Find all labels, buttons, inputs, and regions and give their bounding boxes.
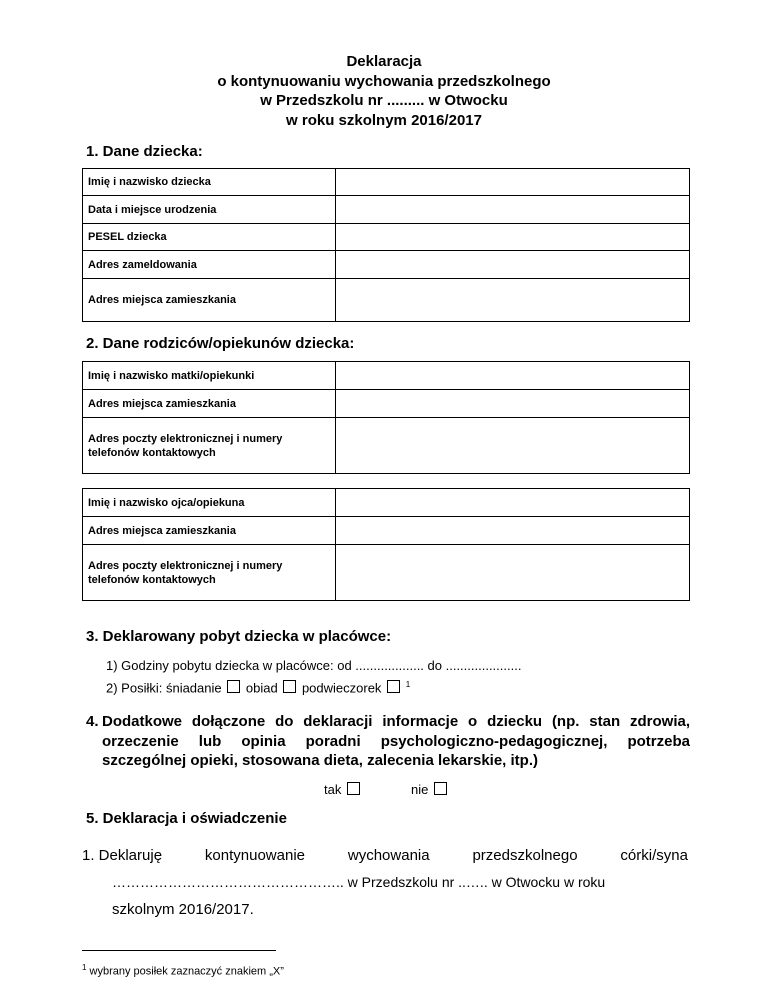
no-option: [411, 782, 449, 797]
yes-option: [324, 782, 362, 797]
title-line-3: w Przedszkolu nr ......... w Otwocku: [260, 92, 508, 109]
mother-address-field[interactable]: [336, 390, 690, 418]
declaration-word: przedszkolnego: [472, 847, 578, 864]
breakfast-checkbox[interactable]: [227, 680, 240, 693]
declaration-word: wychowania: [347, 847, 430, 864]
document-title: [0, 52, 768, 130]
pesel-field[interactable]: [336, 224, 690, 251]
lunch-checkbox[interactable]: [283, 680, 296, 693]
child-data-table: [82, 168, 690, 322]
yes-checkbox[interactable]: [347, 782, 360, 795]
mother-contact-field[interactable]: [336, 418, 690, 474]
hours-line: 1) Godziny pobytu dziecka w placówce: od ................... do .....................: [106, 658, 522, 673]
mother-data-table: [82, 361, 690, 474]
meals-line: [106, 680, 410, 695]
section4-text: Dodatkowe dołączone do deklaracji informacje o dziecku (np. stan zdrowia, orzeczenie lub opinia poradni psychologiczno-pedagogicznej, potrzeba szczególnej opieki, stosowana dieta, zalecenia lekarskie, itp.): [102, 713, 690, 769]
footnote-ref: 1: [405, 680, 411, 689]
field-label: Imię i nazwisko ojca/opiekuna: [83, 489, 336, 517]
father-contact-field[interactable]: [336, 545, 690, 601]
field-label: PESEL dziecka: [83, 224, 336, 251]
meals-label: 2) Posiłki: śniadanie: [106, 680, 222, 696]
snack-label: podwieczorek: [301, 680, 382, 696]
field-label: Imię i nazwisko matki/opiekunki: [83, 362, 336, 390]
field-label: Adres poczty elektronicznej i numery telefonów kontaktowych: [83, 418, 336, 474]
title-line-4: w roku szkolnym 2016/2017: [286, 111, 482, 129]
father-data-table: [82, 488, 690, 601]
declaration-line-3: szkolnym 2016/2017.: [112, 901, 254, 918]
field-label: Data i miejsce urodzenia: [83, 196, 336, 224]
field-label: Adres poczty elektronicznej i numery telefonów kontaktowych: [83, 545, 336, 601]
footnote: [82, 963, 284, 978]
declaration-line-1: [82, 842, 688, 869]
field-label: Imię i nazwisko dziecka: [83, 169, 336, 196]
declaration-word: 1. Deklaruję: [82, 847, 163, 864]
title-line-2: o kontynuowaniu wychowania przedszkolnego: [217, 72, 551, 90]
lunch-label: obiad: [245, 680, 278, 696]
section4-number: 4.: [86, 713, 99, 730]
footnote-separator: [82, 950, 276, 951]
footnote-text: wybrany posiłek zaznaczyć znakiem „X”: [89, 965, 284, 978]
no-checkbox[interactable]: [434, 782, 447, 795]
title-line-1: Deklaracja: [346, 53, 422, 70]
no-label: nie: [411, 782, 429, 797]
snack-checkbox[interactable]: [387, 680, 400, 693]
field-label: Adres zameldowania: [83, 251, 336, 279]
declaration-paragraph: [82, 842, 688, 923]
registered-address-field[interactable]: [336, 251, 690, 279]
child-name-field[interactable]: [336, 169, 690, 196]
footnote-number: 1: [82, 963, 87, 972]
declaration-word: kontynuowanie: [204, 847, 305, 864]
section5-heading: 5. Deklaracja i oświadczenie: [86, 810, 287, 827]
residence-address-field[interactable]: [336, 279, 690, 322]
field-label: Adres miejsca zamieszkania: [83, 390, 336, 418]
section2-heading: 2. Dane rodziców/opiekunów dziecka:: [86, 335, 355, 352]
birth-date-place-field[interactable]: [336, 196, 690, 224]
father-name-field[interactable]: [336, 489, 690, 517]
section4: [82, 712, 690, 771]
yes-label: tak: [324, 782, 342, 797]
mother-name-field[interactable]: [336, 362, 690, 390]
field-label: Adres miejsca zamieszkania: [83, 517, 336, 545]
section1-heading: 1. Dane dziecka:: [86, 143, 203, 160]
section3-heading: 3. Deklarowany pobyt dziecka w placówce:: [86, 628, 392, 645]
declaration-line-2: ………………………………………….. w Przedszkolu nr ..….. w Otwocku w roku: [112, 874, 606, 890]
field-label: Adres miejsca zamieszkania: [83, 279, 336, 322]
father-address-field[interactable]: [336, 517, 690, 545]
declaration-word: córki/syna: [620, 847, 688, 864]
